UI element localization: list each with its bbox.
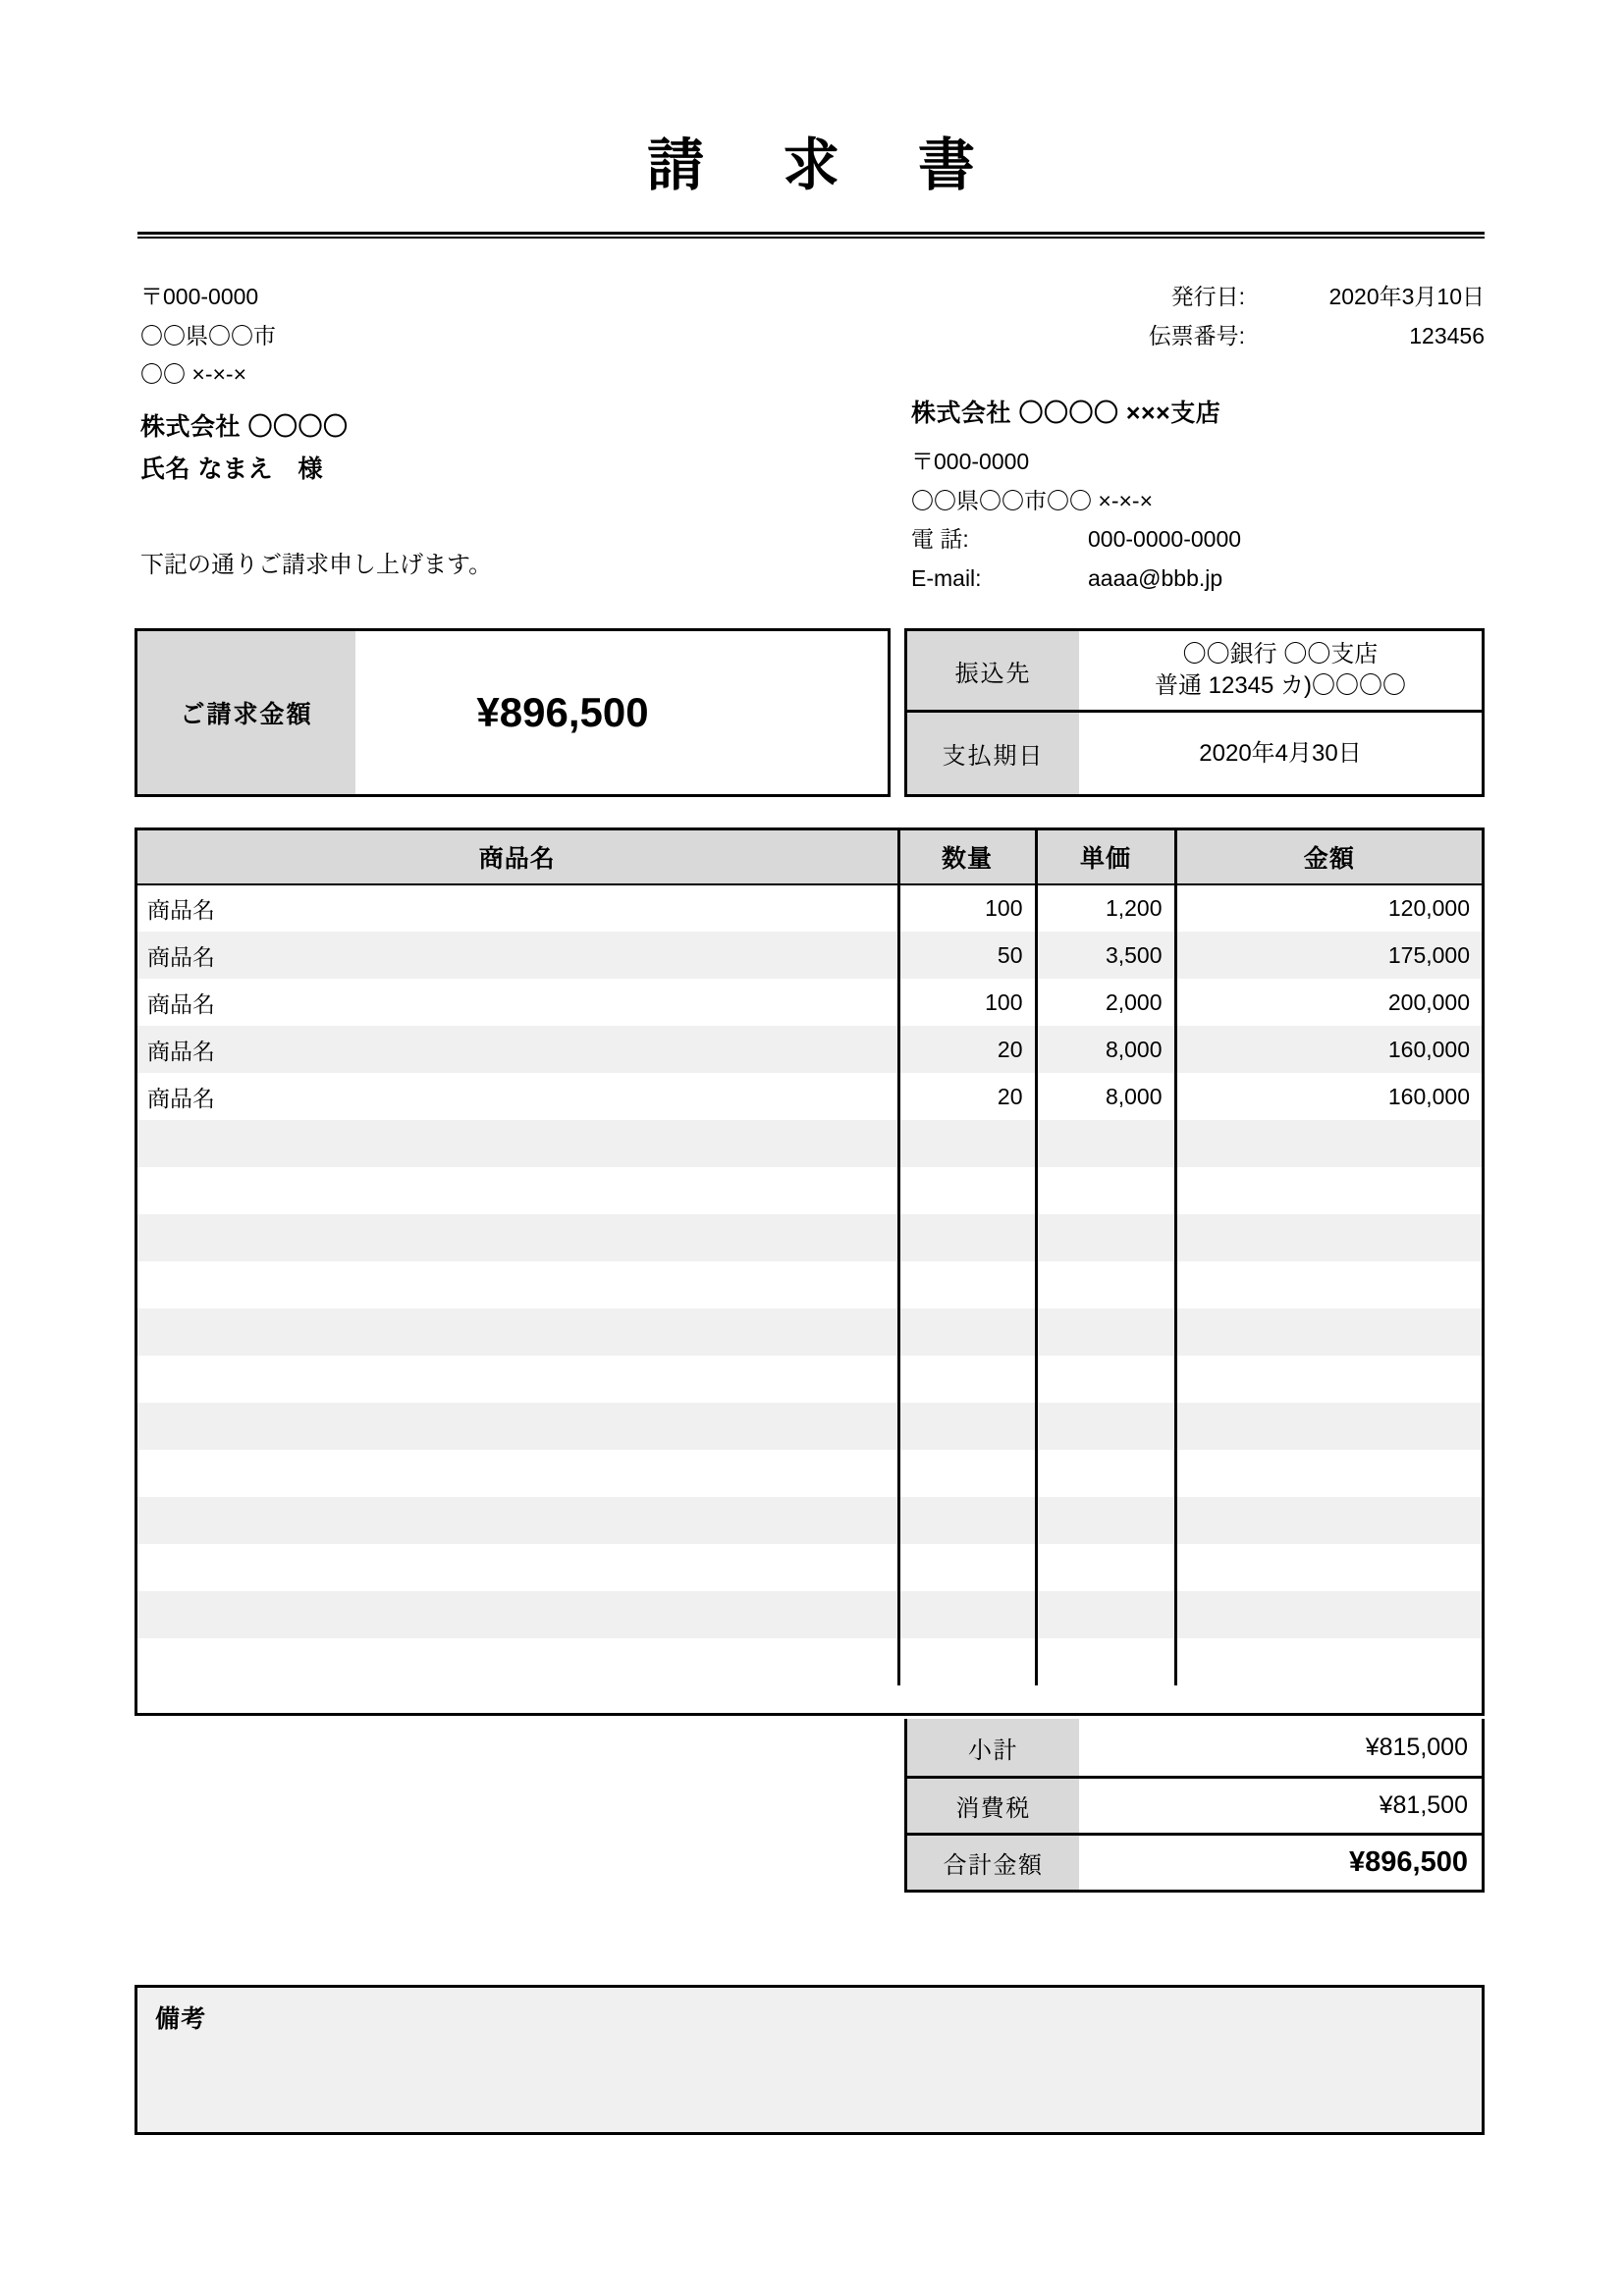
table-row — [137, 1026, 1482, 1073]
subtotal-label: 小計 — [907, 1719, 1079, 1776]
item-name-cell — [137, 1638, 898, 1685]
item-qty-cell: 100 — [898, 884, 1036, 932]
item-qty-cell — [898, 1356, 1036, 1403]
item-qty-cell: 20 — [898, 1073, 1036, 1120]
item-unit-price-cell — [1036, 1261, 1175, 1308]
item-name-cell — [137, 1450, 898, 1497]
bank-name-line: 〇〇銀行 〇〇支店 — [1182, 641, 1379, 668]
issuer-email-row — [911, 560, 1500, 599]
item-name-cell — [137, 1544, 898, 1591]
issuer-block — [911, 393, 1500, 598]
items-header-row — [137, 830, 1482, 884]
item-unit-price-cell — [1036, 1497, 1175, 1544]
item-name-cell — [137, 1308, 898, 1356]
item-amount-cell: 160,000 — [1175, 1073, 1482, 1120]
bank-account-line: 普通 12345 カ)〇〇〇〇 — [1154, 672, 1407, 699]
items-table-wrap — [135, 828, 1485, 1716]
column-header-name: 商品名 — [137, 830, 898, 884]
tax-label: 消費税 — [907, 1779, 1079, 1833]
item-qty-cell — [898, 1544, 1036, 1591]
item-name-cell — [137, 1167, 898, 1214]
table-row — [137, 1544, 1482, 1591]
item-unit-price-cell: 8,000 — [1036, 1026, 1175, 1073]
item-unit-price-cell: 1,200 — [1036, 884, 1175, 932]
bank-row — [907, 631, 1482, 713]
table-row — [137, 1167, 1482, 1214]
item-amount-cell — [1175, 1403, 1482, 1450]
item-name-cell: 商品名 — [137, 884, 898, 932]
item-name-cell — [137, 1591, 898, 1638]
item-qty-cell — [898, 1638, 1036, 1685]
grand-total-row — [907, 1833, 1482, 1890]
item-qty-cell — [898, 1497, 1036, 1544]
slip-number-label: 伝票番号: — [1148, 322, 1245, 348]
column-header-unit-price: 単価 — [1036, 830, 1175, 884]
item-amount-cell: 160,000 — [1175, 1026, 1482, 1073]
issuer-email-value: aaaa@bbb.jp — [1088, 564, 1223, 591]
slip-number-value: 123456 — [1409, 322, 1485, 348]
item-name-cell — [137, 1497, 898, 1544]
table-row — [137, 1308, 1482, 1356]
remarks-box[interactable] — [135, 1985, 1485, 2135]
invoice-note: 下記の通りご請求申し上げます。 — [140, 552, 493, 578]
item-amount-cell: 175,000 — [1175, 932, 1482, 979]
subtotal-value: ¥815,000 — [1365, 1733, 1468, 1761]
title-double-rule — [137, 232, 1485, 239]
table-row — [137, 1591, 1482, 1638]
item-unit-price-cell — [1036, 1544, 1175, 1591]
bill-to-address-line2: 〇〇 ×-×-× — [140, 361, 247, 388]
item-name-cell — [137, 1120, 898, 1167]
page-title: 請 求 書 — [647, 133, 1006, 197]
item-qty-cell — [898, 1308, 1036, 1356]
item-unit-price-cell — [1036, 1591, 1175, 1638]
issuer-tel-value: 000-0000-0000 — [1088, 526, 1242, 553]
item-name-cell — [137, 1214, 898, 1261]
subtotal-row — [907, 1719, 1482, 1776]
items-table — [137, 830, 1482, 1685]
item-amount-cell: 120,000 — [1175, 884, 1482, 932]
item-name-cell: 商品名 — [137, 932, 898, 979]
bill-to-postal-code: 〒000-0000 — [140, 284, 259, 309]
table-row — [137, 1073, 1482, 1120]
item-qty-cell — [898, 1450, 1036, 1497]
bank-value — [1079, 631, 1482, 710]
item-amount-cell — [1175, 1450, 1482, 1497]
item-unit-price-cell — [1036, 1167, 1175, 1214]
billing-amount-box — [135, 628, 891, 797]
item-name-cell: 商品名 — [137, 1073, 898, 1120]
grand-total-label: 合計金額 — [907, 1836, 1079, 1890]
item-qty-cell — [898, 1403, 1036, 1450]
billing-amount-label: ご請求金額 — [137, 631, 355, 794]
item-amount-cell — [1175, 1167, 1482, 1214]
item-qty-cell — [898, 1591, 1036, 1638]
item-unit-price-cell: 3,500 — [1036, 932, 1175, 979]
tax-row — [907, 1776, 1482, 1833]
item-unit-price-cell: 8,000 — [1036, 1073, 1175, 1120]
item-qty-cell: 20 — [898, 1026, 1036, 1073]
issuer-postal-code: 〒000-0000 — [911, 449, 1030, 474]
item-unit-price-cell — [1036, 1356, 1175, 1403]
table-row — [137, 1214, 1482, 1261]
billing-amount-value: ¥896,500 — [476, 689, 649, 735]
column-header-qty: 数量 — [898, 830, 1036, 884]
item-qty-cell — [898, 1120, 1036, 1167]
item-qty-cell — [898, 1261, 1036, 1308]
slip-number-row — [982, 317, 1485, 356]
bill-to-address-line1: 〇〇県〇〇市 — [140, 322, 276, 348]
table-row — [137, 1261, 1482, 1308]
issue-date-value: 2020年3月10日 — [1328, 284, 1485, 309]
payment-info-box — [904, 628, 1485, 797]
item-amount-cell — [1175, 1214, 1482, 1261]
due-date-row — [907, 713, 1482, 794]
item-unit-price-cell — [1036, 1308, 1175, 1356]
item-unit-price-cell — [1036, 1638, 1175, 1685]
due-date-label: 支払期日 — [907, 713, 1079, 794]
table-row — [137, 1120, 1482, 1167]
issue-date-label: 発行日: — [1170, 284, 1245, 309]
issuer-tel-label: 電 話: — [911, 526, 969, 553]
item-name-cell — [137, 1261, 898, 1308]
items-table-head — [137, 830, 1482, 884]
tax-value: ¥81,500 — [1379, 1791, 1468, 1819]
item-amount-cell — [1175, 1356, 1482, 1403]
item-amount-cell: 200,000 — [1175, 979, 1482, 1026]
item-qty-cell: 100 — [898, 979, 1036, 1026]
item-amount-cell — [1175, 1308, 1482, 1356]
items-table-body — [137, 884, 1482, 1685]
bank-label: 振込先 — [907, 631, 1079, 710]
item-name-cell — [137, 1356, 898, 1403]
item-amount-cell — [1175, 1591, 1482, 1638]
item-name-cell: 商品名 — [137, 1026, 898, 1073]
page-title-wrap — [137, 133, 1485, 197]
item-amount-cell — [1175, 1638, 1482, 1685]
item-unit-price-cell — [1036, 1120, 1175, 1167]
bill-to-spacer — [140, 395, 769, 406]
issuer-company: 株式会社 〇〇〇〇 ×××支店 — [911, 400, 1221, 427]
issuer-address: 〇〇県〇〇市〇〇 ×-×-× — [911, 487, 1154, 513]
remarks-label: 備考 — [155, 2005, 207, 2033]
item-unit-price-cell — [1036, 1214, 1175, 1261]
due-date-value: 2020年4月30日 — [1199, 739, 1362, 767]
item-name-cell: 商品名 — [137, 979, 898, 1026]
item-amount-cell — [1175, 1261, 1482, 1308]
item-qty-cell — [898, 1167, 1036, 1214]
item-amount-cell — [1175, 1497, 1482, 1544]
item-qty-cell — [898, 1214, 1036, 1261]
table-row — [137, 932, 1482, 979]
table-row — [137, 979, 1482, 1026]
item-unit-price-cell — [1036, 1450, 1175, 1497]
column-header-amount: 金額 — [1175, 830, 1482, 884]
item-amount-cell — [1175, 1544, 1482, 1591]
totals-box — [904, 1719, 1485, 1893]
issuer-email-label: E-mail: — [911, 564, 982, 591]
bill-to-block — [140, 278, 769, 491]
grand-total-value: ¥896,500 — [1349, 1846, 1468, 1878]
issuer-tel-row — [911, 520, 1500, 560]
item-name-cell — [137, 1403, 898, 1450]
table-row — [137, 1638, 1482, 1685]
table-row — [137, 1356, 1482, 1403]
item-unit-price-cell — [1036, 1403, 1175, 1450]
issue-date-row — [982, 278, 1485, 317]
item-amount-cell — [1175, 1120, 1482, 1167]
item-qty-cell: 50 — [898, 932, 1036, 979]
table-row — [137, 1450, 1482, 1497]
bill-to-person: 氏名 なまえ 様 — [140, 454, 323, 483]
item-unit-price-cell: 2,000 — [1036, 979, 1175, 1026]
table-row — [137, 1497, 1482, 1544]
invoice-meta-block — [982, 278, 1485, 355]
bill-to-company: 株式会社 〇〇〇〇 — [140, 412, 349, 441]
table-row — [137, 884, 1482, 932]
table-row — [137, 1403, 1482, 1450]
